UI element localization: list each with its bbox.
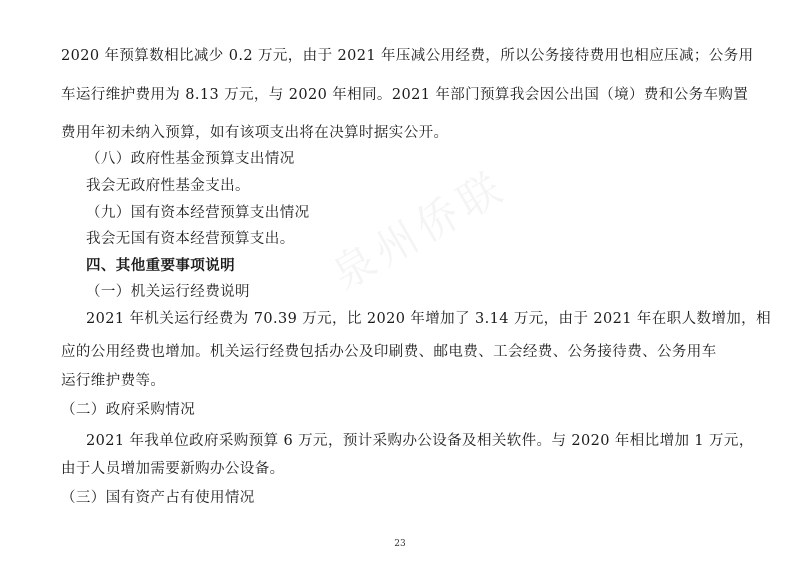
section-heading: （三）国有资产占有使用情况 — [61, 490, 255, 506]
text-line: 2021 年我单位政府采购预算 6 万元，预计采购办公设备及相关软件。与 2020 年相比增加 1 万元， — [86, 433, 754, 449]
section-heading: （一）机关运行经费说明 — [86, 284, 250, 300]
text-line: 应的公用经费也增加。机关运行经费包括办公及印刷费、邮电费、工会经费、公务接待费、公务用车 — [61, 344, 717, 360]
page-number: 23 — [394, 539, 406, 549]
text-line: 我会无国有资本经营预算支出。 — [86, 231, 295, 247]
text-line: 我会无政府性基金支出。 — [86, 178, 250, 194]
text-line: 车运行维护费用为 8.13 万元，与 2020 年相同。2021 年部门预算我会因公出国（境）费和公务车购置 — [61, 87, 749, 103]
chapter-heading: 四、其他重要事项说明 — [86, 258, 235, 274]
section-heading: （九）国有资本经营预算支出情况 — [86, 205, 310, 221]
section-heading: （二）政府采购情况 — [61, 402, 196, 418]
text-line: 2020 年预算数相比减少 0.2 万元，由于 2021 年压减公用经费，所以公务接待费用也相应压减；公务用 — [61, 48, 754, 64]
section-heading: （八）政府性基金预算支出情况 — [86, 151, 295, 167]
text-line: 费用年初未纳入预算，如有该项支出将在决算时据实公开。 — [61, 125, 449, 141]
watermark: 泉州侨联 — [324, 160, 515, 300]
text-line: 由于人员增加需要新购办公设备。 — [61, 461, 285, 477]
text-line: 2021 年机关运行经费为 70.39 万元，比 2020 年增加了 3.14 万元，由于 2021 年在职人数增加，相 — [86, 311, 771, 327]
text-line: 运行维护费等。 — [61, 373, 166, 389]
